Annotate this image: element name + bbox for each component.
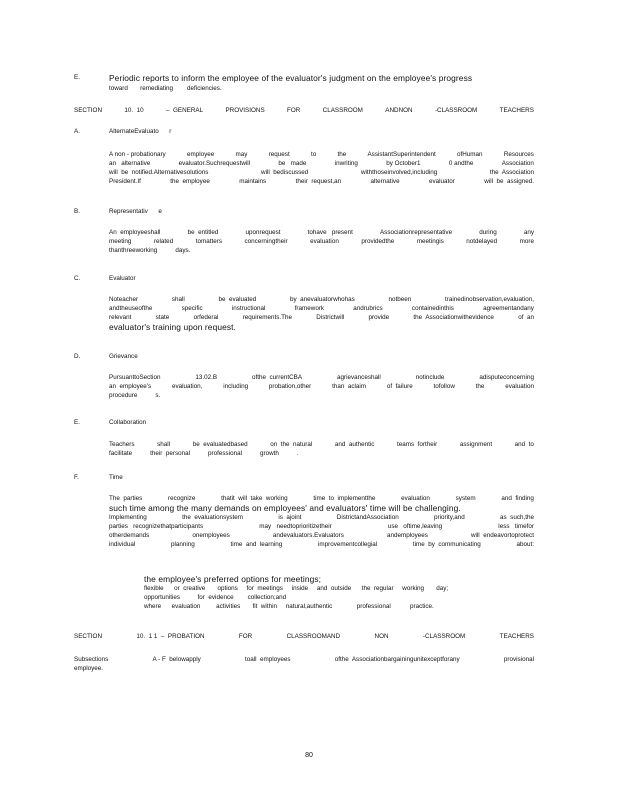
text-word: professional — [208, 450, 242, 457]
text-word: individual — [109, 541, 136, 548]
text-word: the — [475, 383, 485, 390]
text-word: time to implementthe — [313, 495, 376, 502]
text-word: A non - probationary — [109, 151, 166, 158]
text-line — [109, 304, 534, 313]
text-word: otherdemands — [109, 532, 150, 539]
page-number: 80 — [305, 752, 313, 759]
text-word: and to — [514, 441, 534, 448]
text-word: time by communicating — [412, 541, 481, 548]
paragraph — [109, 494, 534, 549]
text-word: requirements.The — [242, 314, 293, 321]
section-heading-part: CLASSROOM — [322, 107, 363, 114]
text-word: evaluator.Suchrequestwill — [178, 160, 251, 167]
subsection-letter: B. — [74, 208, 80, 215]
text-word: agreementandany — [483, 305, 534, 312]
section-heading-part: -CLASSROOM — [434, 107, 478, 114]
text-word: any — [523, 229, 534, 236]
text-word: be evaluated — [218, 296, 257, 303]
text-word: agrievanceshall — [337, 374, 381, 381]
text-word: evaluation, — [171, 383, 203, 390]
text-word: on the natural — [270, 441, 313, 448]
text-word: as such,the — [500, 514, 534, 521]
text-word: andrubrics — [353, 305, 383, 312]
text-word: maintains — [239, 178, 267, 185]
section-heading-part: ANDNON — [385, 107, 413, 114]
text-word: s. — [155, 392, 161, 399]
text-word: during — [479, 229, 497, 236]
section-heading-part: SECTION — [74, 633, 102, 640]
text-word: will be assigned. — [484, 178, 534, 185]
text-word: ofthe Associationbargainingunitexceptforany — [334, 656, 460, 663]
text-word: Teachers — [109, 441, 135, 448]
text-word: Noteacher — [109, 296, 139, 303]
text-word: more — [519, 238, 534, 245]
text-word: and finding — [501, 495, 534, 502]
paragraph — [109, 295, 534, 332]
text-word: and authentic — [334, 441, 375, 448]
text-word: meetingis — [416, 238, 444, 245]
text-word: meeting — [109, 238, 132, 245]
text-word: their personal — [150, 450, 191, 457]
text-word: The parties — [109, 495, 143, 502]
bullet-text: where evaluation activities fit within natural,authentic professional practice. — [144, 603, 434, 610]
text-word: provisional — [503, 656, 534, 663]
bullet-item — [128, 602, 448, 611]
section-heading-part: PROVISIONS — [225, 107, 265, 114]
item-text: toward remediating deficiencies. — [109, 85, 222, 92]
text-line — [109, 513, 534, 522]
text-word: notinclude — [415, 374, 445, 381]
text-line: evaluator's training upon request. — [109, 322, 236, 332]
text-line — [109, 494, 534, 503]
text-word: request — [268, 151, 290, 158]
text-word: uponrequest — [245, 229, 281, 236]
text-word: instructional — [231, 305, 266, 312]
text-word: ofHuman — [457, 151, 483, 158]
text-word: DistrictandAssociation — [336, 514, 399, 521]
text-word: concerningtheir — [244, 238, 288, 245]
bullet-item — [128, 584, 448, 593]
paragraph — [109, 373, 534, 400]
text-word: Resources — [503, 151, 534, 158]
text-word: adisputeconcerning — [479, 374, 534, 381]
paragraph — [109, 440, 534, 458]
bullet-list — [128, 574, 448, 611]
text-word: the evaluationsystem — [182, 514, 244, 521]
text-word: andtheuseofthe — [109, 305, 153, 312]
text-word: shall — [157, 441, 171, 448]
text-line — [74, 655, 534, 664]
text-line — [109, 159, 534, 168]
section-heading-part: 10. 10 — [124, 107, 144, 114]
text-word: 0 andthe — [448, 160, 474, 167]
section-heading-part: CLASSROOMAND — [286, 633, 341, 640]
text-word: improvementcollegial — [318, 541, 378, 548]
text-word: an employee's — [109, 383, 152, 390]
text-word: AssistantSuperintendent — [367, 151, 436, 158]
text-word: about: — [516, 541, 534, 548]
text-word: will be notified.Alternativesolutions — [109, 169, 209, 176]
text-word: related — [153, 238, 174, 245]
subsection-heading: AlternateEvaluato r — [109, 128, 172, 135]
text-line — [109, 391, 534, 400]
text-word: the Associationwithevidence — [413, 314, 494, 321]
text-word: thatit will take working — [221, 495, 288, 502]
text-line — [109, 150, 534, 159]
text-word: 13.02.B — [195, 374, 218, 381]
subsection-heading: Representativ e — [109, 208, 162, 215]
text-word: orfederal — [193, 314, 219, 321]
text-word: priority,and — [434, 514, 465, 521]
section-heading-part: TEACHERS — [499, 107, 534, 114]
text-word: containedinthis — [411, 305, 454, 312]
text-word: use oftime,leaving — [387, 523, 443, 530]
text-word: tohave present — [307, 229, 353, 236]
text-line — [109, 382, 534, 391]
subsection-letter: F. — [74, 474, 79, 481]
text-word: may needtoprioritizetheir — [259, 523, 332, 530]
subsection-letter: E. — [74, 419, 80, 426]
section-heading-part: 10. 1 1 – PROBATION — [136, 633, 205, 640]
text-word: employee — [186, 151, 215, 158]
bullet-text: the employee's preferred options for meetings; — [144, 574, 322, 584]
text-word: be entitled — [187, 229, 219, 236]
text-word: Associationrepresentative — [379, 229, 453, 236]
text-word: less timefor — [498, 523, 534, 530]
bullet-text: flexible or creative options for meetings inside and outside the regular working day; — [144, 585, 449, 592]
subsection-letter: D. — [74, 353, 81, 360]
text-line — [109, 237, 534, 246]
text-word: planning — [170, 541, 195, 548]
text-word: time and learning — [230, 541, 283, 548]
text-word: parties recognizethatparticipants — [109, 523, 204, 530]
subsection-heading: Grievance — [109, 353, 138, 360]
text-word: is ajoint — [278, 514, 302, 521]
section-heading-part: FOR — [287, 107, 301, 114]
text-word: toall employees — [245, 656, 291, 663]
text-line: employee. — [74, 665, 104, 672]
text-line — [109, 313, 534, 322]
bullet-text: opportunities for evidence collection;and — [144, 594, 287, 601]
text-word: . — [296, 450, 299, 457]
section-heading-part: FOR — [238, 633, 253, 640]
text-word: tomatters — [195, 238, 222, 245]
text-word: trainedinobservation,evaluation, — [445, 296, 534, 303]
text-word: Subsections — [74, 656, 109, 663]
text-word: onemployees — [192, 532, 230, 539]
text-line — [109, 531, 534, 540]
text-word: A - F belowapply — [152, 656, 201, 663]
text-line — [109, 373, 534, 382]
text-word: andevaluators.Evaluators — [272, 532, 344, 539]
text-word: growth — [259, 450, 279, 457]
text-word: evaluation — [401, 495, 430, 502]
text-word: andemployees — [386, 532, 428, 539]
text-word: the employee — [170, 178, 210, 185]
text-word: providedthe — [361, 238, 395, 245]
text-word: an alternative — [109, 160, 151, 167]
subsection-heading: Collaboration — [109, 419, 147, 426]
text-line — [109, 168, 534, 177]
text-word: alternative — [370, 178, 400, 185]
text-line — [109, 540, 534, 549]
text-word: ofthe currentCBA — [252, 374, 303, 381]
text-word: tofollow — [433, 383, 455, 390]
subsection-letter: A. — [74, 128, 80, 135]
text-word: provide — [368, 314, 390, 321]
text-word: procedure — [109, 392, 138, 399]
text-word: inwriting — [334, 160, 358, 167]
text-line — [109, 228, 534, 237]
text-word: President.If — [109, 178, 141, 185]
text-word: the — [337, 151, 347, 158]
text-word: framework — [294, 305, 325, 312]
text-word: thanthreeworking — [109, 247, 158, 254]
bullet-item — [128, 593, 448, 602]
section-heading-part: – GENERAL — [165, 107, 204, 114]
text-word: may — [235, 151, 248, 158]
section-heading-part: NON — [374, 633, 389, 640]
text-word: than aclaim — [332, 383, 367, 390]
text-line — [109, 440, 534, 449]
text-word: including — [223, 383, 249, 390]
text-line — [109, 295, 534, 304]
text-word: be evaluatedbased — [192, 441, 248, 448]
text-word: evaluator — [428, 178, 455, 185]
text-word: withthoseinvolved,including — [360, 169, 438, 176]
text-line: such time among the many demands on employees' and evaluators' time will be challenging. — [109, 503, 461, 513]
text-word: by October1 — [386, 160, 421, 167]
text-word: state — [155, 314, 170, 321]
bullet-item — [128, 574, 448, 584]
text-line — [109, 522, 534, 531]
text-word: An employeeshall — [109, 229, 161, 236]
subsection-heading: Evaluator — [109, 275, 136, 282]
text-word: probation,other — [268, 383, 312, 390]
subsection-letter: C. — [74, 275, 81, 282]
text-line — [109, 177, 534, 186]
text-word: to — [310, 151, 317, 158]
section-heading — [74, 107, 534, 115]
text-word: their request,an — [295, 178, 342, 185]
text-word: evaluation — [310, 238, 339, 245]
text-word: relevant — [109, 314, 132, 321]
text-word: will endeavortoprotect — [470, 532, 534, 539]
text-word: be made — [278, 160, 307, 167]
section-heading — [74, 633, 534, 641]
text-word: teams fortheir — [397, 441, 438, 448]
text-word: Association — [501, 160, 534, 167]
text-line — [109, 246, 534, 255]
text-word: facilitate — [109, 450, 133, 457]
text-word: will bediscussed — [261, 169, 309, 176]
paragraph — [109, 228, 534, 255]
text-word: by anevaluatorwhohas — [290, 296, 355, 303]
text-word: assignment — [459, 441, 493, 448]
paragraph — [109, 150, 534, 186]
text-word: shall — [171, 296, 185, 303]
text-word: specific — [181, 305, 203, 312]
text-word: evaluation — [505, 383, 534, 390]
text-line — [109, 449, 534, 458]
section-heading-part: SECTION — [74, 107, 102, 114]
text-word: system — [455, 495, 476, 502]
item-letter: E. — [74, 74, 80, 81]
text-word: PursuanttoSection — [109, 374, 161, 381]
text-word: the Association — [489, 169, 534, 176]
subsection-heading: Time — [109, 474, 123, 481]
section-heading-part: TEACHERS — [499, 633, 534, 640]
text-word: Implementing — [109, 514, 147, 521]
text-word: notdelayed — [466, 238, 498, 245]
paragraph — [74, 655, 534, 673]
text-word: recognize — [168, 495, 196, 502]
section-heading-part: -CLASSROOM — [422, 633, 466, 640]
text-word: notbeen — [388, 296, 412, 303]
item-text: Periodic reports to inform the employee of the evaluator's judgment on the employee's progress — [109, 73, 473, 83]
text-word: Districtwill — [316, 314, 345, 321]
text-word: of failure — [386, 383, 413, 390]
text-word: days. — [175, 247, 191, 254]
text-word: of an — [518, 314, 534, 321]
